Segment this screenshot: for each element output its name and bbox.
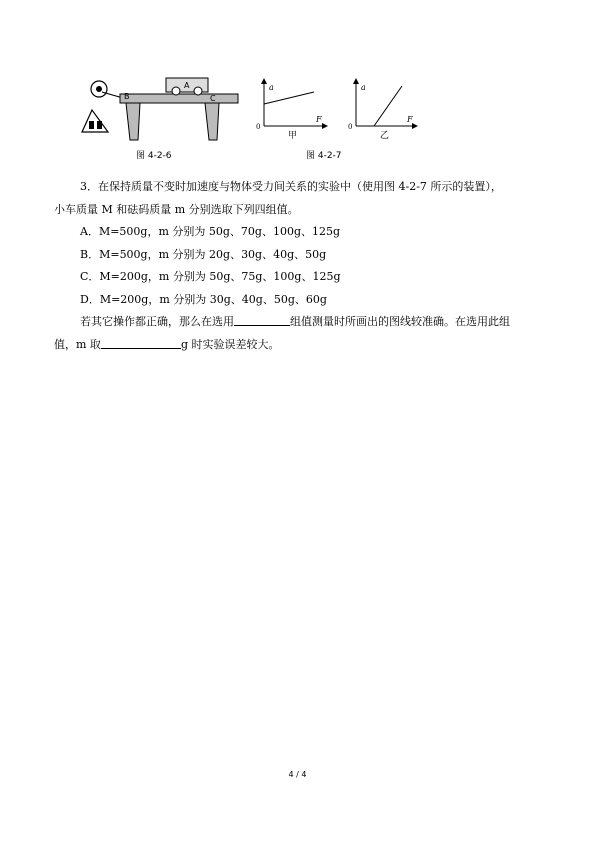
weight-block-icon <box>97 121 102 129</box>
question-tail-line1 <box>54 311 554 334</box>
option-b: B．M=500g，m 分别为 20g、30g、40g、50g <box>80 247 327 261</box>
tail-text: g 时实验误差较大。 <box>180 337 280 351</box>
arrow-up-icon <box>353 78 359 84</box>
arrow-up-icon <box>261 78 267 84</box>
figure-caption: 图 4-2-7 <box>306 151 342 161</box>
page-number: 4 / 4 <box>288 770 307 779</box>
graph-name: 乙 <box>380 131 390 141</box>
option-a: A．M=500g，m 分别为 50g、70g、100g、125g <box>80 225 341 238</box>
figure-caption: 图 4-2-6 <box>136 151 172 161</box>
answer-blank[interactable] <box>101 336 181 349</box>
graph-name: 甲 <box>288 131 298 141</box>
axis-label-a: a <box>269 83 274 92</box>
origin-label: 0 <box>348 123 353 131</box>
figures-area <box>80 74 420 164</box>
table-leg <box>126 103 140 140</box>
tail-text: 值，m 取 <box>54 337 101 351</box>
axis-label-a: a <box>361 83 366 92</box>
option-d: D．M=200g，m 分别为 30g、40g、50g、60g <box>80 292 327 306</box>
arrow-right-icon <box>322 123 328 129</box>
graph-yi <box>348 78 418 141</box>
pulley-axle-icon <box>96 86 102 92</box>
option-c: C．M=200g，m 分别为 50g、75g、100g、125g <box>80 270 341 283</box>
origin-label: 0 <box>256 123 261 131</box>
label-C: C <box>210 94 216 103</box>
graph-line <box>264 92 314 104</box>
table-leg <box>205 103 219 140</box>
label-B: B <box>124 92 130 101</box>
tail-text: 若其它操作都正确，那么在选用 <box>80 315 234 328</box>
question-block <box>54 176 554 356</box>
apparatus-and-graphs <box>80 74 420 164</box>
question-tail-line2 <box>54 334 554 357</box>
cart-wheel-icon <box>172 87 180 95</box>
question-stem: 3．在保持质量不变时加速度与物体受力间关系的实验中（使用图 4-2-7 所示的装置）， <box>80 180 502 193</box>
weight-triangle-icon <box>82 110 108 132</box>
cart-wheel-icon <box>194 87 202 95</box>
arrow-right-icon <box>412 123 418 129</box>
graph-jia <box>256 78 328 141</box>
question-stem-continued: 小车质量 M 和砝码质量 m 分别选取下列四组值。 <box>54 202 299 216</box>
graph-line <box>374 86 402 126</box>
axis-label-F: F <box>407 115 413 124</box>
apparatus-figure <box>82 78 238 140</box>
tail-text: 组值测量时所画出的图线较准确。在选用此组 <box>290 315 510 328</box>
label-A: A <box>184 81 190 90</box>
answer-blank[interactable] <box>234 313 290 326</box>
axis-label-F: F <box>316 115 322 124</box>
weight-block-icon <box>89 121 94 129</box>
table-top <box>120 94 238 103</box>
